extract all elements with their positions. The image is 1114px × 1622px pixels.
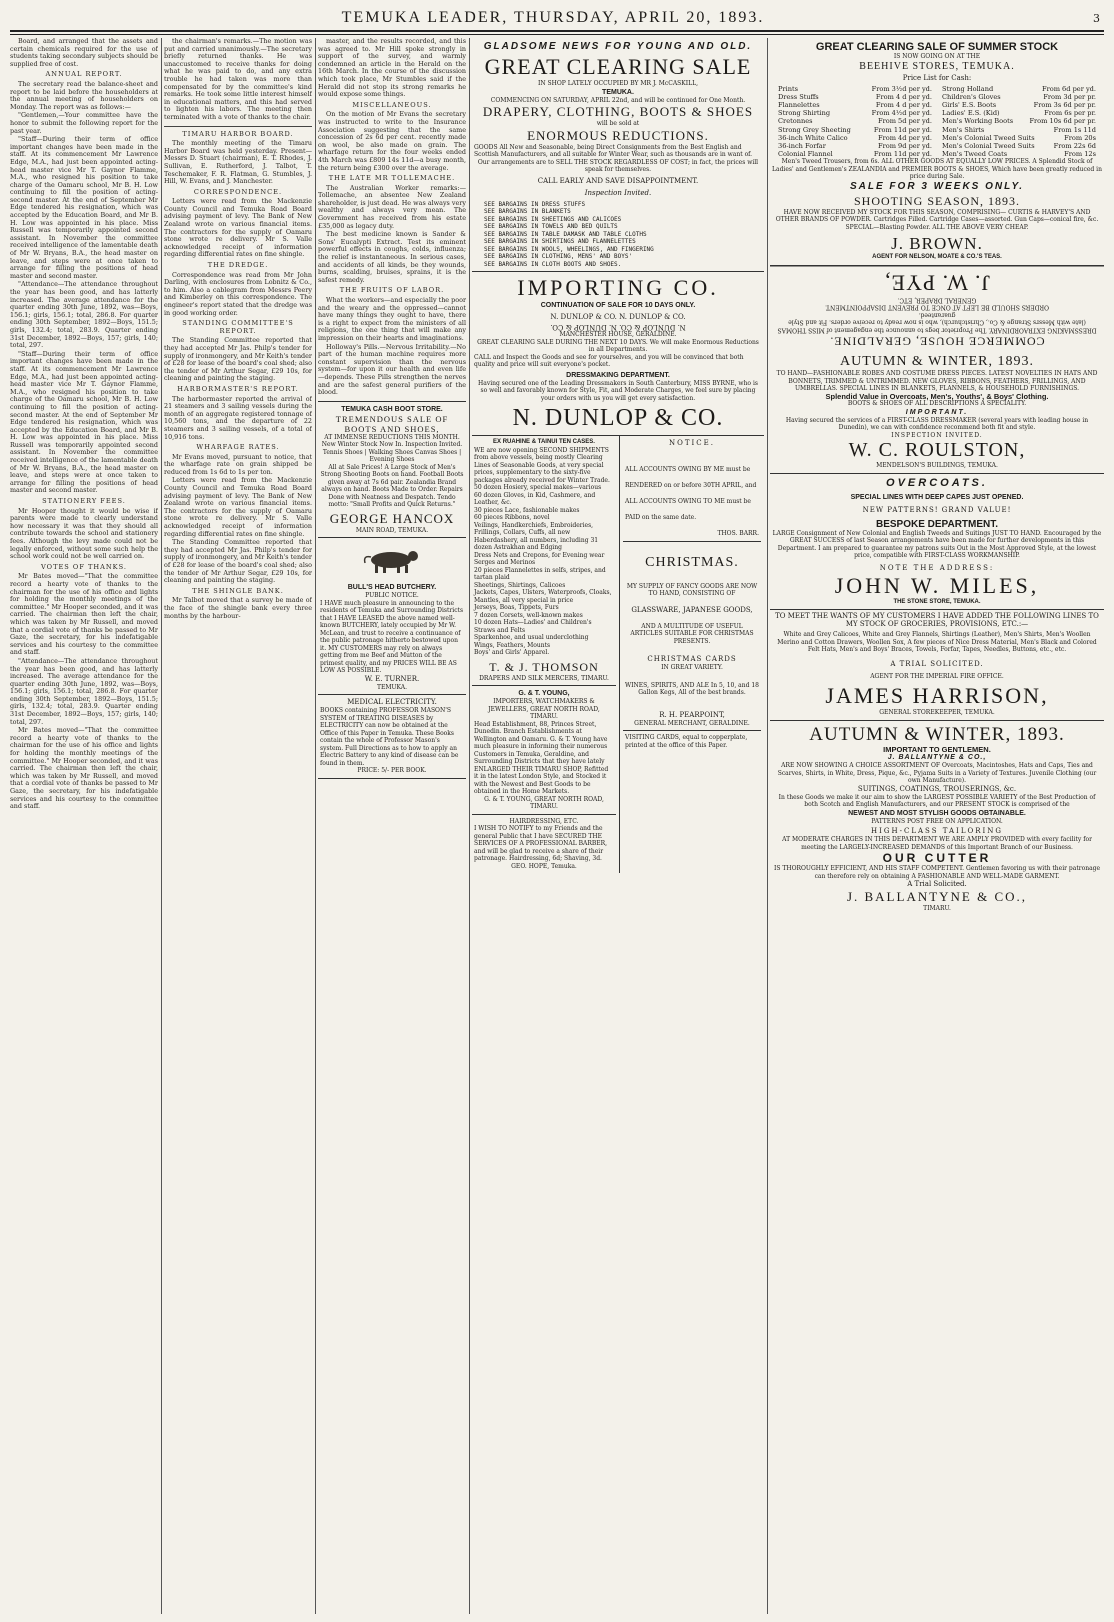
ad-subheading: Price List for Cash: [902, 73, 972, 82]
ad-text: GOODS All New and Seasonable, being Direct Consignments from the Best English and Scottish Manufacturers, and all suitable for Winter Wear, such as thousands are in want of. [474, 143, 753, 158]
paragraph: "Staff—During their term of office important changes have been made in the staff. At its commencement Mr Lawrence Edge, M.A., had just been appointed acting-head master vice Mr T. Gaynor Flamme, M.A., who resigned his position to take charge of the Oamaru school, Mr B. H. Low continuing to fill the position of acting-second master. At the end of September Mr Edge tendered his resignation, which was accepted by the Education Board, and Mr B. H. Low was appointed in his place. Miss Russell was temporarily appointed second assistant. In November the committee received intelligence of the lamentable death of Mr W. Bryans, B.A., the head master on leave, and steps were at once taken to arrange for filling the positions of head master and second master. [10, 135, 158, 280]
advertiser-name: T. & J. THOMSON [489, 659, 599, 674]
ad-subheading: DRESSMAKING DEPARTMENT. [566, 371, 670, 379]
price-list [772, 85, 1102, 159]
ad-text: N. DUNLOP & CO. N. DUNLOP & CO. [550, 313, 686, 321]
masthead-rule [10, 34, 1104, 35]
ad-ex-ruahine [472, 436, 616, 686]
item-price: From 12s [1064, 150, 1096, 159]
item-name: Girls' E.S. Boots [942, 100, 997, 109]
ad-visiting-cards [623, 731, 761, 752]
table-row [942, 101, 1096, 109]
ad-text: Splendid Value in Overcoats, Men's, Youths', & Boys' Clothing. [825, 391, 1049, 401]
list-item: Haberdashery, all numbers, including 31 dozen Astrakhan and Edging [474, 536, 599, 551]
ad-text: IS NOW GOING ON AT THE [893, 53, 981, 60]
column-divider [767, 38, 768, 1614]
advertiser-address: AGENT FOR NELSON, MOATE & CO.'S TEAS. [872, 254, 1002, 261]
item-price: From 3s 6d per pr. [1033, 100, 1096, 109]
ad-text-inverted: N. DUNLOP & CO. N. DUNLOP & CO. [550, 323, 686, 331]
ad-text: Having secured the services of a FIRST-CLASS DRESSMAKER (several years with leading house in Dunedin), we can with confidence recommend both fit and style. [785, 416, 1089, 432]
ad-heading: TO MEET THE WANTS OF MY CUSTOMERS I HAVE ADDED THE FOLLOWING LINES TO MY STOCK OF GROCERIES, PROVISIONS, ETC.:— [775, 612, 1099, 628]
ad-text: Head Establishment, 88, Princes Street, Dunedin. Branch Establishments at Wellington and Oamaru. G. & T. Young have much pleasure in informing their numerous Customers in Temuka, Geraldine, and Surrounding Districts that they have lately ENLARGED THEIR TIMARU SHOP, Refitted it in the latest London Style, and Stocked it with the Newest and Best Goods to be obtained in the Home Markets. [474, 720, 609, 795]
paragraph: Holloway's Pills.—Nervous Irritability.—No part of the human machine requires more constant supervision than the nervous system—for upon it our health and even life—depends. These Pills strengthen the nerves and are the safest general purifiers of the blood. [318, 342, 466, 397]
ad-text: GEO. HOPE, Temuka. [511, 862, 577, 870]
ad-text: GREAT CLEARING SALE DURING THE NEXT 10 DAYS. We will make Enormous Reductions in all Departments. [477, 338, 759, 353]
ad-text: NEW PATTERNS! GRAND VALUE! [862, 505, 1012, 514]
ad-heading: SHOOTING SEASON, 1893. [853, 193, 1020, 208]
advertiser-name: R. H. PEARPOINT, [659, 710, 725, 719]
paragraph: The Australian Worker remarks:—Tollemache, an absentee New Zealand shareholder, is just dead. He was always very wealthy and always very mean. The Government has received from his estate £35,000 as legacy duty. [318, 183, 466, 230]
item-price: From 5d per yd. [878, 117, 932, 126]
ad-heading: EX RUAHINE & TAINUI TEN CASES. [493, 439, 595, 445]
column-3-article [318, 38, 466, 397]
ad-hairdressing [472, 815, 616, 874]
list-item: 10 dozen Hats—Ladies' and Children's Straws and Felts [474, 619, 592, 634]
ad-text: COMMENCING ON SATURDAY, APRIL 22nd, and will be continued for One Month. [490, 96, 746, 104]
list-item: 60 dozen Gloves, in Kid, Cashmere, and Leather, &c. [474, 491, 596, 506]
ad-medical-electricity [318, 695, 466, 779]
table-row [942, 117, 1096, 125]
ad-text: AGENT FOR THE IMPERIAL FIRE OFFICE. [870, 672, 1004, 680]
ad-importing-co [472, 272, 764, 436]
ad-harrison [770, 610, 1104, 721]
item-name: Strong Shirting [778, 109, 831, 118]
ad-text: AT MODERATE CHARGES IN THIS DEPARTMENT WE ARE AMPLY PROVIDED with every facility for meeting the LARGELY-INCREASED DEMANDS of this Important Branch of our Business. [782, 836, 1092, 851]
advertiser-address: MAIN ROAD, TEMUKA. [355, 526, 429, 534]
table-row [942, 134, 1096, 142]
ad-column-right [620, 436, 761, 873]
item-price: From 9d per yd. [878, 141, 932, 150]
advertiser-name: J. BALLANTYNE & CO., [846, 889, 1028, 905]
ad-subheading: PUBLIC NOTICE. [365, 592, 419, 600]
item-name: 36-inch White Calico [778, 133, 848, 142]
column-4 [472, 38, 764, 1614]
advertiser-name: N. DUNLOP & CO. [512, 405, 724, 431]
table-row [778, 134, 932, 142]
ad-text: GLASSWARE, JAPANESE GOODS, [631, 605, 753, 614]
list-item: SEE BARGAINS IN BLANKETS [484, 208, 571, 215]
paragraph: What the workers—and especially the poor and the weary and the oppressed—cannot have many things they ought to have, there is a right to expect from the ministers of all religions, the one thing that will make any impression on their hearts and imaginations. [318, 296, 466, 342]
list-item: 50 dozen Hosiery, special makes—various [474, 484, 602, 491]
ad-heading: IMPORTING CO. [517, 275, 719, 300]
item-price: From 4d per yd. [878, 133, 932, 142]
ad-row [472, 436, 764, 873]
ad-text: Having secured one of the Leading Dressmakers in South Canterbury, MISS BYRNE, who is so well and favorably known for Style, Fit, and Moderate Charges, we feel sure by placing your orders with us you will get every satisfaction. [478, 379, 758, 402]
ad-text: TREMENDOUS SALE OF BOOTS AND SHOES, [335, 413, 449, 434]
item-price: From 10s 6d per pr. [1029, 117, 1096, 126]
section-heading: WHARFAGE RATES. [196, 443, 280, 452]
paragraph: "Staff—During their term of office important changes have been made in the staff. At its commencement Mr Lawrence Edge, M.A., had just been appointed acting-head master vice Mr T. Gaynor Flamme, M.A., who resigned his position to take charge of the Oamaru school, Mr B. H. Low continuing to fill the position of acting-second master. At the end of September Mr Edge tendered his resignation, which was accepted by the Education Board, and Mr B. H. Low was appointed in his place. Miss Russell was temporarily appointed second assistant. In November the committee received intelligence of the lamentable death of Mr W. Bryans, B.A., the head master on leave, and steps were at once taken to arrange for filling the positions of head master and second master. [10, 349, 158, 495]
list-item: Serges and Merinos [474, 559, 536, 566]
section-heading: VOTES OF THANKS. [41, 562, 127, 571]
table-row [778, 117, 932, 125]
section-heading: THE SHINGLE BANK. [192, 586, 284, 595]
ad-text: WE are now opening SECOND SHIPMENTS from above vessels, being mostly Clearing Lines of Seasonable Goods, at very special prices, supplementary to the sixty-five packages already received for Winter Trade. [474, 446, 610, 484]
section-heading: STANDING COMMITTEE'S REPORT. [182, 319, 294, 335]
ad-young-jewellers [472, 686, 616, 815]
item-price: From 3d per pr. [1043, 92, 1096, 101]
item-name: Dress Stuffs [778, 92, 819, 101]
advertiser-address: THE STONE STORE, TEMUKA. [893, 598, 981, 605]
list-item: 7 dozen Corsets, well-known makes [474, 611, 583, 619]
list-item: Jerseys, Boas, Tippets, Furs [474, 604, 559, 611]
advertiser-address: MENDELSON'S BUILDINGS, TEMUKA. [876, 462, 998, 470]
section-heading: CORRESPONDENCE. [193, 187, 283, 196]
table-row [942, 142, 1096, 150]
ad-text: Men's Tweed Trousers, from 6s. ALL OTHER GOODS AT EQUALLY LOW PRICES. A Splendid Stock of Ladies' and Gentlemen's ZEALANDIA and PREMIER BOOTS & SHOES, Which have been greatly reduced in price during Sale. [772, 158, 1102, 181]
ad-text: CALL EARLY AND SAVE DISAPPOINTMENT. [537, 176, 699, 185]
ad-text: All at Sale Prices! A Large Stock of Men's Strong Shooting Boots on hand. Football Boots given away at 7s 6d pair. Zealandia Brand always on hand. Boots Made to Order. Repairs Done with Neatness and Despatch. Tendo motto: "Small Profits and Quick Returns." [320, 463, 464, 509]
paragraph: Letters were read from the Mackenzie County Council and Temuka Road Board advising payment of levy. The Bank of New Zealand wrote on various financial items. The contractors for the supply of Oamaru stone wrote re delivery. Mr S. Valle acknowledged receipt of information regarding differential rates on fine shingle. [164, 476, 312, 538]
ad-roulston [770, 351, 1104, 474]
item-name: 36-inch Forfar [778, 141, 826, 150]
page-number: 3 [1093, 12, 1100, 25]
list-item: Sparkenhoe, and usual underclothing [474, 634, 589, 641]
paragraph: The Standing Committee reported that they had accepted Mr Jas. Philp's tender for supply of ironmongery, and Mr Keith's tender of £28 for lease of the board's coal shed; also the tender of Mr Arthur Segar, £29 10s, for cleaning and painting the staging. [164, 336, 312, 383]
advertiser-name: JOHN W. MILES, [834, 572, 1040, 598]
ad-text: Inspection Invited. [584, 188, 652, 197]
paragraph: On the motion of Mr Evans the secretary was instructed to write to the Insurance Association suggesting that the same concession of 2s 6d per cent. recently made on wool, be also made on grain. The wharfage return for the four weeks ended 4th March was £809 14s 11d—a busy month, the return being £300 over the average. [318, 110, 466, 172]
ad-column-left [472, 436, 620, 873]
item-name: Ladies' E.S. (Kid) [942, 109, 1000, 118]
advertiser-name: GEORGE HANCOX [329, 510, 455, 526]
advertiser-name: W. E. TURNER. [364, 674, 420, 683]
list-item: 30 pieces Lace, fashionable makes [474, 506, 580, 514]
item-name: Men's Colonial Tweed Suits [942, 133, 1035, 142]
ad-bulls-head [318, 538, 466, 695]
ad-christmas [623, 542, 761, 732]
paragraph: the chairman's remarks.—The motion was put and carried unanimously.—The secretary briefly returned thanks. He was unaccustomed to receive thanks for doing what he was paid to do, and any extra trouble he had taken was more than compensated for by the committee's kind remarks. He took some little interest himself in educational matters, and this had served to lighten his labors. The meeting then terminated with a vote of thanks to the chair. [164, 38, 312, 121]
ad-subheading: SUITINGS, COATINGS, TROUSERINGS, &c. [857, 784, 1017, 793]
column-5 [770, 38, 1104, 1614]
ad-text: ORDERS SHOULD BE LEFT AT ONCE TO PREVENT DISAPPOINTMENT. [825, 303, 1049, 311]
paragraph: Mr Bates moved—"That the committee record a hearty vote of thanks to the chairman for the use of his office and lights for holding the monthly meetings of the committee." Mr Hooper seconded, and it was carried. The chairman then left the chair, which was taken by Mr Russell, and moved that a cordial vote of thanks be passed to Mr Gaze, the secretary, for his indefatigable services and his courtesy to the committee and staff. [10, 572, 158, 657]
ad-text: NEWEST AND MOST STYLISH GOODS OBTAINABLE. [848, 809, 1026, 817]
goods-list [474, 484, 614, 657]
list-item: SEE BARGAINS IN TOWELS AND BED QUILTS [484, 223, 618, 230]
paragraph: "Gentlemen,—Your committee have the honor to submit the following report for the past year. [10, 111, 158, 135]
ad-text: White and Grey Calicoes, White and Grey Flannels, Shirtings (Leather), Men's Shirts, Men's Woollen Merino and Cotton Drawers, Woollen Sox, A few pieces of Nice Dress Material, Men's Black and Colored Felt Hats, Men's and Boys' Braces, Towels, Forfar, Tapes, Needles, Buttons, etc., etc. [777, 631, 1097, 654]
newspaper-title: TEMUKA LEADER, THURSDAY, APRIL 20, 1893. [341, 9, 765, 26]
list-item: SEE BARGAINS IN TABLE DAMASK AND TABLE CLOTHS [484, 230, 647, 238]
item-price: From 11d per yd. [873, 150, 932, 159]
list-item: Wings, Feathers, Mounts [474, 641, 551, 649]
ad-text: In these Goods we make it our aim to show the LARGEST POSSIBLE VARIETY of the Best Production of both Scotch and English Manufacturers, and our PRESENT STOCK is comprised of the [778, 793, 1096, 809]
table-row [778, 150, 932, 158]
ad-text: MANCHESTER HOUSE, GERALDINE. [559, 331, 677, 338]
ad-heading: BULL'S HEAD BUTCHERY. [347, 584, 437, 592]
list-item: SEE BARGAINS IN SHEETINGS AND CALICOES [484, 215, 622, 223]
advertiser-name: W. C. ROULSTON, [848, 439, 1026, 462]
item-price: From 6s per pr. [1044, 109, 1096, 118]
advertiser-address: GENERAL MERCHANT, GERALDINE. [634, 719, 750, 727]
ad-subheading: IMPORTANT TO GENTLEMEN. [883, 744, 991, 754]
ad-banner: GLADSOME NEWS FOR YOUNG AND OLD. [483, 41, 753, 52]
paragraph: Board, and arranged that the assets and certain chemicals required for the use of students taking secondary subjects should be supplied free of cost. [10, 38, 158, 68]
section-heading: MISCELLANEOUS. [352, 100, 432, 109]
ad-heading: GREAT CLEARING SALE OF SUMMER STOCK [815, 41, 1059, 53]
list-item: SEE BARGAINS IN DRESS STUFFS [484, 200, 586, 208]
bargain-list [484, 201, 762, 269]
table-row [942, 126, 1096, 134]
item-price: From 3½d per yd. [871, 84, 932, 93]
item-name: Flannelettes [778, 100, 820, 109]
item-price: From 4½d per yd. [871, 109, 932, 118]
ad-subheading: GENERAL DRAPER, ETC. [897, 296, 977, 304]
ad-pye-inverted [770, 266, 1104, 352]
advertiser-name: JAMES HARRISON, [825, 683, 1049, 709]
item-price: From 4 d per yd. [875, 100, 932, 109]
ad-text: ARE NOW SHOWING A CHOICE ASSORTMENT OF Overcoats, Macintoshes, Hats and Caps, Ties and Scarves, Shirts, in White, Dress, Pique, &c., Pyjama Suits in a Variety of Textures. Juvenile Clothing (our own Manufacture). [777, 762, 1097, 785]
item-name: Men's Shirts [942, 125, 985, 134]
paragraph: The best medicine known is Sander & Sons' Eucalypti Extract. Test its eminent powerful effects in coughs, colds, influenza; the relief is instantaneous. In serious cases, and accidents of all kinds, be they wounds, burns, scalding, bruises, sprains, it is the safest remedy. [318, 230, 466, 284]
ad-text: I WISH TO NOTIFY to my Friends and the general Public that I have SECURED THE SERVICES OF A PROFESSIONAL BARBER, and will be glad to receive a share of their patronage. Hairdressing, 6d; Shaving, 3d. [474, 825, 608, 862]
item-price: From 22s 6d [1053, 141, 1096, 150]
table-row [778, 93, 932, 101]
ad-text: IS THOROUGHLY EFFICIENT, AND HIS STAFF COMPETENT. Gentlemen favoring us with their patronage can therefore rely on obtaining A FASHIONABLE AND WELL-MADE GARMENT. [773, 865, 1101, 880]
ad-text: WINES, SPIRITS, AND ALE In 5, 10, and 18 Gallon Kegs, All of the best brands. [625, 681, 759, 696]
ad-text: PATTERNS POST FREE ON APPLICATION. [871, 817, 1003, 825]
advertiser-address: GENERAL STOREKEEPER, TEMUKA. [879, 709, 995, 717]
ad-text: BOOKS containing PROFESSOR MASON'S SYSTEM of TREATING DISEASES by ELECTRICITY can now be obtained at the Office of this Paper in Temuka. These Books contain the whole of Professor Mason's system. Full Directions as to how to apply an Electric Battery to any kind of disease can be found in them. [320, 707, 459, 767]
ad-text: Tennis Shoes | Walking Shoes Canvas Shoes | Evening Shoes [322, 448, 462, 464]
list-item: SEE BARGAINS IN CLOTH BOOTS AND SHOES. [484, 260, 622, 268]
price-list-left [778, 85, 932, 159]
ad-text: A TRIAL SOLICITED. [890, 659, 984, 668]
list-item: Dress Nets and Crepons, for Evening wear [474, 551, 605, 559]
ad-notice [623, 436, 761, 542]
ad-subheading: HIGH-CLASS TAILORING [871, 827, 1003, 836]
ad-text: G. & T. YOUNG, GREAT NORTH ROAD, TIMARU. [484, 795, 604, 810]
paragraph: "Attendance—The attendance throughout the year has been good, and has latterly increased. The average attendance for the quarter ending 30th June, 1892, was—Boys, 156.1; girls, 156.1; total, 286.8. For quarter ending 30th September, 1892—Boys, 151.5; girls, 132.4; total, 283.9. Quarter ending 31st December, 1892—Boys, 157; girls, 140; total, 297. [10, 656, 158, 726]
ad-heading: NOTICE. [669, 439, 715, 447]
ad-great-clearing-sale [472, 38, 764, 272]
item-name: Prints [778, 84, 798, 93]
advertiser-name: J. BROWN. [891, 234, 983, 254]
ad-text: DRESSMAKING EXTRAORDINARY. The Proprietor begs to announce the engagement of MISS THOMAS (late with Messrs Strange & Co., Christchurch), who is now ready to receive orders. Fit and Style guaranteed. [777, 311, 1097, 334]
paragraph: The secretary read the balance-sheet and report to be laid before the householders at the annual meeting of householders on Monday. The report was as follows:— [10, 79, 158, 111]
section-heading: THE DREDGE. [207, 261, 269, 270]
ad-banner: IMPORTANT. [905, 408, 969, 416]
advertiser-address: TEMUKA. [376, 683, 408, 691]
ad-subheading: OUR CUTTER [882, 851, 992, 866]
column-divider [161, 38, 162, 1614]
paragraph: Mr Bates moved—"That the committee record a hearty vote of thanks to the chairman for the use of his office and lights for holding the monthly meetings of the committee." Mr Hooper seconded, and it was carried. The chairman then left the chair, which was taken by Mr Russell, and moved that a cordial vote of thanks be passed to Mr Gaze, the secretary, for his indefatigable services and his courtesy to the committee and staff. [10, 726, 158, 811]
ad-heading: AUTUMN & WINTER, 1893. [809, 723, 1065, 745]
ad-miles [770, 474, 1104, 611]
ad-text: CALL and Inspect the Goods and see for yourselves, and you will be convinced that both quality and price will suit everyone's pocket. [474, 353, 744, 368]
item-name: Strong Holland [942, 84, 994, 93]
table-row [942, 109, 1096, 117]
advertiser-address: DRAPERS AND SILK MERCERS, TIMARU. [479, 674, 609, 682]
column-1-article [10, 38, 158, 1614]
item-price: From 4 d per yd. [875, 92, 932, 101]
ad-text: AT IMMENSE REDUCTIONS THIS MONTH. New Winter Stock Now In. Inspection Invited. [321, 433, 463, 449]
paragraph: "Attendance—The attendance throughout the year has been good, and has latterly increased. The average attendance for the quarter ending 30th June, 1892, was—Boys, 156.1; girls, 156.1; total, 286.8. For quarter ending 30th September, 1892—Boys, 151.5; girls, 132.4; total, 283.9. Quarter ending 31st December, 1892—Boys, 157; girls, 140; total, 297. [10, 280, 158, 350]
column-2-article [164, 38, 312, 1614]
item-name: Children's Gloves [942, 92, 1001, 101]
ad-banner: SALE FOR 3 WEEKS ONLY. [849, 180, 1025, 192]
item-name: Men's Tweed Coats [942, 150, 1008, 159]
list-item: Boys' and Girls' Apparel. [474, 649, 550, 656]
list-item: SEE BARGAINS IN SHIRTINGS AND FLANNELETTES [484, 238, 636, 245]
table-row [778, 142, 932, 150]
ad-subheading: IMPORTERS, WATCHMAKERS & JEWELLERS, GREAT NORTH ROAD, TIMARU. [488, 698, 600, 720]
ad-signature: THOS. BARR. [717, 530, 759, 537]
ad-text: HAVE NOW RECEIVED MY STOCK FOR THIS SEASON, COMPRISING— CURTIS & HARVEY'S AND OTHER BRANDS OF POWDER. Cartridges Filled. Cartridge Cases—assorted. Gun Caps—conical fire, &c. SPECIAL—Blasting Powder. ALL THE ABOVE VERY CHEAP. [775, 208, 1099, 231]
item-name: Colonial Flannel [778, 150, 833, 159]
paragraph: The harbormaster reported the arrival of 21 steamers and 3 sailing vessels during the month of an aggregate registered tonnage of 10,560 tons, and the departure of 22 steamers and 3 sailing vessels, of a total of 10,916 tons. [164, 394, 312, 441]
list-item: Jackets, Capes, Ulsters, Waterproofs, Cloaks, Mantles, all very special in price [474, 589, 612, 604]
ad-text: AND A MULTITUDE OF USEFUL ARTICLES SUITABLE FOR CHRISTMAS PRESENTS. [630, 622, 754, 645]
ad-heading: BESPOKE DEPARTMENT. [875, 518, 999, 530]
ad-heading: AUTUMN & WINTER, 1893. [839, 354, 1034, 370]
paragraph: master, and the results recorded, and this was agreed to. Mr Hill spoke strongly in support of the survey, and warmly condemned an article in the Herald on the 16th March. In the course of the discussion which took place, Mr Stumbles said if the Herald did not stop its strong remarks he would expose some things. [318, 38, 466, 99]
ad-heading: DRAPERY, CLOTHING, BOOTS & SHOES [482, 104, 754, 119]
ad-banner: OVERCOATS. [886, 476, 988, 489]
ad-ballantyne [770, 721, 1104, 916]
masthead [10, 6, 1104, 32]
paragraph: Mr Talbot moved that a survey be made of the face of the shingle bank every three months by the harbour- [164, 596, 312, 620]
ad-text: INSPECTION INVITED. [891, 431, 983, 439]
ad-heading: CHRISTMAS. [645, 554, 739, 570]
section-heading: HARBORMASTER'S REPORT. [177, 384, 299, 393]
ad-heading: COMMERCE HOUSE, GERALDINE. [829, 334, 1045, 349]
ad-text: LARGE Consignment of New Colonial and English Tweeds and Suitings JUST TO HAND. Encouraged by the GREAT SUCCESS of last Season arrangements have been made for further developments in this Department. I am prepared to guarantee my patrons suits Out in the Most Approved Style, at the lowest price, compatible with FIRST-CLASS WORKMANSHIP. [772, 529, 1102, 560]
item-name: Men's Working Boots [942, 117, 1014, 126]
list-item: SEE BARGAINS IN CLOTHING, MENS' AND BOYS' [484, 253, 633, 260]
ad-subheading: SPECIAL LINES WITH DEEP CAPES JUST OPENED. [850, 493, 1024, 501]
paragraph: The Standing Committee reported that they had accepted Mr Jas. Philp's tender for supply of ironmongery, and Mr Keith's tender of £28 for lease of the board's coal shed; also the tender of Mr Arthur Segar, £29 10s, for cleaning and painting the staging. [164, 538, 312, 585]
list-item: 20 pieces Flannelettes in selfs, stripes, and tartan plaid [474, 566, 606, 581]
item-price: From 1s 11d [1053, 125, 1096, 134]
ad-text: VISITING CARDS, equal to copperplate, printed at the office of this Paper. [625, 734, 748, 749]
ad-heading: HAIRDRESSING, ETC. [509, 817, 579, 825]
section-heading: THE FRUITS OF LABOR. [339, 286, 445, 295]
ad-text: TEMUKA. [602, 88, 634, 96]
table-row [942, 93, 1096, 101]
ad-text: IN SHOP LATELY OCCUPIED BY MR J. McCASKILL, [538, 80, 698, 87]
paragraph: Letters were read from the Mackenzie County Council and Temuka Road Board advising payment of levy. The Bank of New Zealand wrote on various financial items. The contractors for the supply of Oamaru stone wrote re delivery. Mr S. Valle acknowledged receipt of information regarding differential rates on fine shingle. [164, 197, 312, 259]
paragraph: Correspondence was read from Mr John Darling, with enclosures from Lobnitz & Co., to him. Also a cablegram from Messrs Peery and Kimberley on this correspondence. The engineer's report stated that the dredge was in good working order. [164, 270, 312, 317]
ad-subheading: CONTINUATION OF SALE FOR 10 DAYS ONLY. [540, 302, 696, 309]
item-name: Strong Grey Sheeting [778, 125, 851, 134]
ad-cash-boot-store [318, 401, 466, 539]
section-heading: THE LATE MR TOLLEMACHE. [328, 174, 456, 183]
divider [164, 126, 312, 127]
column-3 [318, 38, 466, 1614]
list-item: 60 pieces Ribbons, novel [474, 514, 550, 521]
paragraph: Mr Evans moved, pursuant to notice, that the wharfage rate on grain shipped be reduced from 1s 6d to 1s per ton. [164, 452, 312, 476]
ad-text: BOOTS & SHOES OF ALL DESCRIPTIONS A SPECIALITY. [847, 400, 1027, 408]
ad-heading: MEDICAL ELECTRICITY. [347, 698, 437, 707]
ad-text: Our arrangements are to SELL THE STOCK REGARDLESS OF COST; in fact, the prices will speak for themselves. [477, 158, 759, 173]
ad-text: I HAVE much pleasure in announcing to the residents of Temuka and Surrounding Districts that I HAVE LEASED the above named well-known BUTCHERY, lately occupied by Mr W. McLean, and trust to receive a continuance of the public patronage hitherto bestowed upon it. MY CUSTOMERS may rely on always getting from me Beef and Mutton of the primest quality, and my PRICES WILL BE AS LOW AS POSSIBLE. [320, 599, 464, 675]
price-list-right [942, 85, 1096, 159]
item-name: Cretonnes [778, 117, 813, 126]
ad-text: MY SUPPLY OF FANCY GOODS ARE NOW TO HAND, CONSISTING OF [626, 582, 758, 597]
item-price: From 11d per yd. [873, 125, 932, 134]
advertiser-name: J. W. PYE, [884, 270, 990, 296]
ad-text: A Trial Solicited. [907, 880, 967, 889]
section-heading: TIMARU HARBOR BOARD. [182, 129, 294, 138]
ad-text: TO HAND—FASHIONABLE ROBES AND COSTUME DRESS PIECES. LATEST NOVELTIES IN HATS AND BONNETS, TRIMMED & UNTRIMMED. NEW GLOVES, RIBBONS, FEATHERS, FRILLINGS, AND UMBRELLAS. SPECIAL LINES IN BLANKETS, FLANNELS, & HOUSEHOLD FURNISHINGS. [776, 370, 1098, 393]
list-item: Sheetings, Shirtings, Calicoes [474, 581, 566, 589]
paragraph: Mr Hooper thought it would be wise if parents were made to clearly understand how necessary it was that they should all contribute towards the school and stationery fees. Although the levy made could not be legally enforced, without some such help the school work could not be well carried on. [10, 506, 158, 561]
table-row [778, 126, 932, 134]
list-item: Veilings, Handkerchiefs, Embroideries, Frillings, Collars, Cuffs, all new [474, 521, 594, 536]
bull-illustration [357, 545, 427, 575]
ad-text: IN GREAT VARIETY. [661, 664, 723, 671]
section-heading: STATIONERY FEES. [42, 497, 126, 506]
table-row [778, 101, 932, 109]
item-price: From 6d per yd. [1042, 84, 1096, 93]
item-name: Men's Colonial Tweed Suits [942, 141, 1035, 150]
advertiser-address: TIMARU. [923, 905, 951, 913]
ad-text: will be sold at [596, 120, 640, 127]
table-row [778, 109, 932, 117]
paragraph: The monthly meeting of the Timaru Harbor Board was held yesterday. Present—Messrs D. Stuart (chairman), E. T. Rhodes, J. Sullivan, E. Rutherford, J. Talbot, T. Teschemaker, F. R. Flatman, G. Stumbles, J. Hill, W. Evans, and J. Manchester. [164, 139, 312, 186]
column-divider [315, 38, 316, 1614]
ad-beehive-stores [770, 38, 1104, 266]
table-row [942, 85, 1096, 93]
column-divider [469, 38, 470, 1614]
table-row [942, 150, 1096, 158]
table-row [778, 85, 932, 93]
advertiser-name: J. BALLANTYNE & CO., [887, 754, 987, 762]
ad-heading: TEMUKA CASH BOOT STORE. [341, 405, 443, 413]
item-price: From 20s [1064, 133, 1096, 142]
ad-heading: ENORMOUS REDUCTIONS. [527, 127, 709, 143]
ad-price: PRICE: 5/- PER BOOK. [357, 767, 427, 775]
list-item: SEE BARGAINS IN WOOLS, WHEELINGS, AND FINGERING [484, 245, 654, 253]
ad-text: NOTE THE ADDRESS: [879, 563, 995, 572]
ad-text: CHRISTMAS CARDS [647, 655, 737, 663]
advertiser-name: G. & T. YOUNG, [518, 690, 570, 697]
section-heading: ANNUAL REPORT. [45, 70, 123, 79]
ad-text: ALL ACCOUNTS OWING BY ME must be RENDERED on or before 30TH APRIL, and ALL ACCOUNTS OWING TO ME must be PAID on the same date. [625, 466, 757, 521]
ad-heading: GREAT CLEARING SALE [484, 54, 752, 79]
ad-subheading: BEEHIVE STORES, TEMUKA. [859, 60, 1015, 72]
